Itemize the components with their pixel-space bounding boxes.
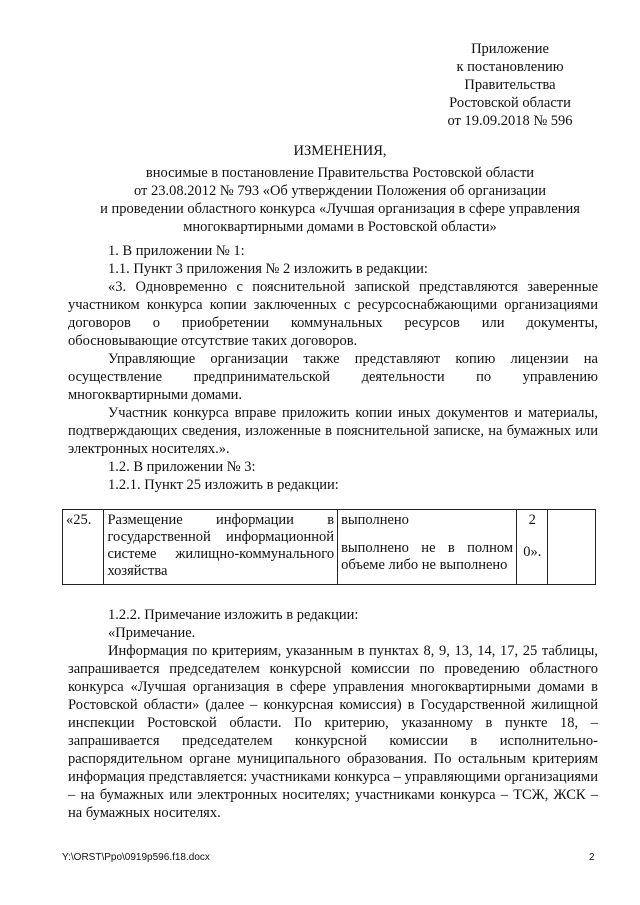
paragraph: 1. В приложении № 1: (108, 243, 245, 259)
title-line: и проведении областного конкурса «Лучшая организация в сфере управления (100, 201, 580, 217)
header-line: от 19.09.2018 № 596 (447, 113, 573, 129)
approval-header (420, 40, 600, 130)
paragraph: «3. Одновременно с пояснительной запиской представляются заверенные участником конкурса копии заключенных с ресурсоснабжающими организациями договоров о приобретении коммунальных ресурсов или документы, обосновывающие отсутствие таких договоров. (68, 279, 598, 349)
title-line: от 23.08.2012 № 793 «Об утверждении Положения об организации (133, 183, 547, 199)
body-section-2 (68, 606, 598, 822)
paragraph: 1.2. В приложении № 3: (108, 459, 256, 475)
title-line: многоквартирными домами в Ростовской области» (183, 219, 497, 235)
empty-cell (548, 510, 596, 585)
paragraph: «Примечание. (108, 625, 196, 641)
title-heading: ИЗМЕНЕНИЯ, (293, 143, 387, 159)
header-line: Ростовской области (449, 95, 571, 111)
document-title (60, 142, 620, 236)
paragraph: 1.2.2. Примечание изложить в редакции: (108, 607, 359, 623)
header-line: Правительства (464, 77, 556, 93)
paragraph: Информация по критериям, указанным в пунктах 8, 9, 13, 14, 17, 25 таблицы, запрашивается председателем конкурсной комиссии по проведению областного конкурса «Лучшая организация в сфере управления многоквартирными домами в Ростовской области» (далее – конкурсная комиссия) в Государственной жилищной инспекции Ростовской области. По критерию, указанному в пункте 18, – запрашивается председателем конкурсной комиссии в исполнительно-распорядительном органе муниципального образования. По остальным критериям информация представляется: участниками конкурса – управляющими организациями – на бумажных или электронных носителях; участниками конкурса – ТСЖ, ЖСК – на бумажных носителях. (68, 643, 598, 821)
header-line: к постановлению (456, 59, 564, 75)
criterion-name: Размещение информации в государственной информационной системе жилищно-коммунального хозяйства (104, 510, 338, 585)
criteria-table (62, 509, 596, 585)
criterion-scores (517, 510, 548, 585)
item-number: «25. (63, 510, 104, 585)
paragraph: Участник конкурса вправе приложить копии иных документов и материалы, подтверждающих сведения, изложенные в пояснительной записке, на бумажных или электронных носителях.». (68, 405, 598, 457)
paragraph: 1.2.1. Пункт 25 изложить в редакции: (108, 477, 339, 493)
body-section-1 (68, 242, 598, 494)
title-line: вносимые в постановление Правительства Ростовской области (145, 165, 535, 181)
score: 2 (528, 512, 536, 528)
score: 0». (523, 544, 542, 560)
page-number: 2 (589, 852, 595, 863)
value-option: выполнено не в полном объеме либо не выполнено (341, 540, 514, 573)
value-option: выполнено (341, 512, 409, 528)
paragraph: 1.1. Пункт 3 приложения № 2 изложить в редакции: (108, 261, 428, 277)
table-row (63, 510, 596, 585)
paragraph: Управляющие организации также представляют копию лицензии на осуществление предпринимательской деятельности по управлению многоквартирными домами. (68, 351, 598, 403)
file-path: Y:\ORST\Ppo\0919p596.f18.docx (62, 852, 210, 863)
criterion-values (338, 510, 517, 585)
header-line: Приложение (471, 41, 549, 57)
